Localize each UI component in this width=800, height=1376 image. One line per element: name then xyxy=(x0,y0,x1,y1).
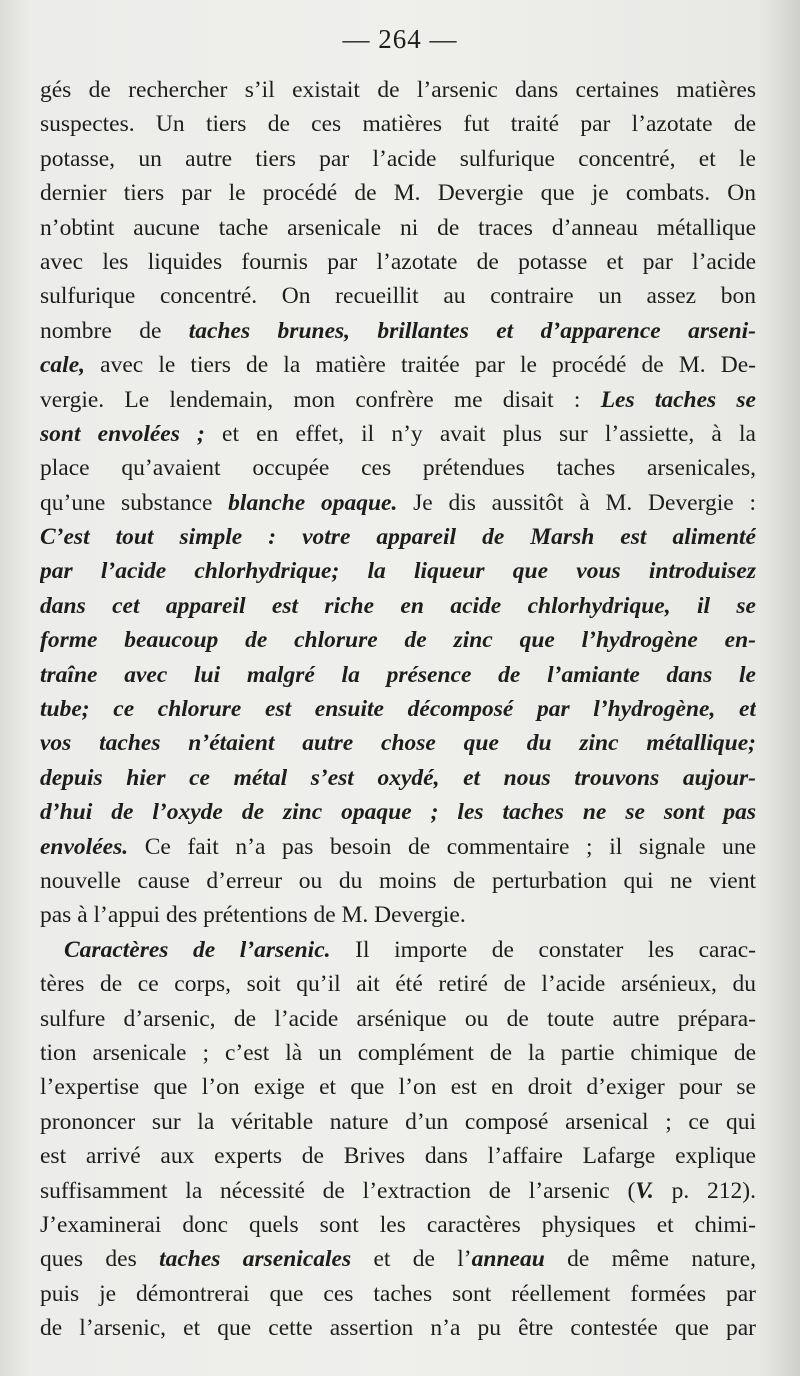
text-span: n’obtint aucune tache arsenicale ni de traces d’anneau métallique xyxy=(40,214,756,241)
italic-text-span: vos taches n’étaient autre chose que du zinc métallique; xyxy=(40,730,756,757)
italic-text-span: depuis hier ce métal s’est oxydé, et nous trouvons aujour- xyxy=(40,764,756,791)
italic-text-span: cale, xyxy=(40,352,86,379)
text-span: suspectes. Un tiers de ces matières fut traité par l’azotate de xyxy=(40,111,756,138)
text-span: et de l’ xyxy=(351,1246,472,1273)
text-line xyxy=(40,623,756,657)
text-span: p. 212). xyxy=(653,1177,756,1204)
text-span: J’examinerai donc quels sont les caractères physiques et chimi- xyxy=(40,1211,756,1238)
text-span: place qu’avaient occupée ces prétendues taches arsenicales, xyxy=(40,455,756,482)
text-span: ques des xyxy=(40,1246,160,1273)
italic-text-span: taches arsenicales xyxy=(159,1246,352,1273)
text-span: qu’une substance xyxy=(40,489,229,516)
text-span: prononcer sur la véritable nature d’un composé arsenical ; ce qui xyxy=(40,1108,756,1135)
text-span: de l’arsenic, et que cette assertion n’a pu être contestée que par xyxy=(40,1315,756,1342)
text-line xyxy=(40,1070,756,1104)
text-line xyxy=(40,211,756,245)
text-span: nombre de xyxy=(40,317,189,344)
text-span: sulfure d’arsenic, de l’acide arsénique ou de toute autre prépara- xyxy=(40,1005,756,1032)
text-span: dernier tiers par le procédé de M. Devergie que je combats. On xyxy=(40,180,756,207)
text-line xyxy=(40,864,756,898)
text-line xyxy=(40,1105,756,1139)
text-span: Je dis aussitôt à M. Devergie : xyxy=(397,489,756,516)
text-line xyxy=(40,658,756,692)
text-line xyxy=(40,1036,756,1070)
text-span: gés de rechercher s’il existait de l’arsenic dans certaines matières xyxy=(40,77,756,103)
text-span: avec le tiers de la matière traitée par le procédé de M. De- xyxy=(85,352,756,379)
italic-text-span: taches brunes, brillantes et d’apparence arseni- xyxy=(188,317,756,344)
text-line xyxy=(40,898,756,932)
italic-text-span: dans cet appareil est riche en acide chlorhydrique, il se xyxy=(40,592,756,619)
italic-text-span: d’hui de l’oxyde de zinc opaque ; les taches ne se sont pas xyxy=(40,799,756,826)
text-line xyxy=(40,520,756,554)
text-span: de même nature, xyxy=(544,1246,756,1273)
text-line xyxy=(40,761,756,795)
text-line xyxy=(40,417,756,451)
text-line xyxy=(40,107,756,141)
text-span: pas à l’appui des prétentions de M. Devergie. xyxy=(40,902,466,929)
text-line xyxy=(40,142,756,176)
italic-text-span: par l’acide chlorhydrique; la liqueur que vous introduisez xyxy=(40,558,756,585)
text-line xyxy=(40,245,756,279)
text-line xyxy=(40,1242,756,1276)
text-line xyxy=(40,830,756,864)
text-line xyxy=(40,1277,756,1311)
text-span: suffisamment la nécessité de l’extraction de l’arsenic ( xyxy=(40,1177,636,1204)
italic-text-span: forme beaucoup de chlorure de zinc que l’hydrogène en- xyxy=(40,627,756,654)
italic-text-span: V. xyxy=(635,1177,654,1204)
text-span: nouvelle cause d’erreur ou du moins de perturbation qui ne vient xyxy=(40,867,756,894)
text-span: puis je démontrerai que ces taches sont réellement formées par xyxy=(40,1280,756,1307)
text-span: avec les liquides fournis par l’azotate de potasse et par l’acide xyxy=(40,248,756,275)
text-line xyxy=(40,967,756,1001)
text-span: tères de ce corps, soit qu’il ait été retiré de l’acide arsénieux, du xyxy=(40,971,756,998)
text-span: Il importe de constater les carac- xyxy=(330,936,756,963)
text-line xyxy=(40,279,756,313)
text-line xyxy=(40,692,756,726)
text-line xyxy=(40,554,756,588)
page-number: — 264 — xyxy=(342,24,458,54)
italic-text-span: anneau xyxy=(471,1246,545,1273)
text-line xyxy=(40,348,756,382)
italic-text-span: tube; ce chlorure est ensuite décomposé par l’hydrogène, et xyxy=(40,696,756,723)
text-line xyxy=(40,1174,756,1208)
text-span: est arrivé aux experts de Brives dans l’affaire Lafarge explique xyxy=(40,1143,756,1170)
text-line xyxy=(40,589,756,623)
text-line xyxy=(40,795,756,829)
text-span: vergie. Le lendemain, mon confrère me disait : xyxy=(40,386,601,413)
text-line xyxy=(40,176,756,210)
text-line xyxy=(40,726,756,760)
text-line xyxy=(40,1311,756,1345)
italic-text-span: traîne avec lui malgré la présence de l’amiante dans le xyxy=(40,661,756,688)
text-line xyxy=(40,314,756,348)
text-line xyxy=(40,486,756,520)
italic-text-span: sont envolées ; xyxy=(40,420,205,447)
text-line xyxy=(40,451,756,485)
text-line xyxy=(40,383,756,417)
italic-text-span: envolées. xyxy=(40,833,129,860)
text-span: l’expertise que l’on exige et que l’on est en droit d’exiger pour se xyxy=(40,1074,756,1101)
text-span: potasse, un autre tiers par l’acide sulfurique concentré, et le xyxy=(40,145,756,172)
text-span: et en effet, il n’y avait plus sur l’assiette, à la xyxy=(204,420,756,447)
text-span: Ce fait n’a pas besoin de commentaire ; il signale une xyxy=(128,833,756,860)
text-line xyxy=(40,73,756,107)
italic-text-span: C’est tout simple : votre appareil de Marsh est alimenté xyxy=(40,524,756,551)
text-line xyxy=(40,933,756,967)
text-line xyxy=(40,1139,756,1173)
text-span: sulfurique concentré. On recueillit au contraire un assez bon xyxy=(40,283,756,310)
italic-text-span: blanche opaque. xyxy=(228,489,398,516)
text-span: tion arsenicale ; c’est là un complément de la partie chimique de xyxy=(40,1039,756,1066)
text-line xyxy=(40,1002,756,1036)
text-line xyxy=(40,1208,756,1242)
italic-text-span: Caractères de l’arsenic. xyxy=(64,936,331,963)
page-body-text xyxy=(40,73,756,1345)
italic-text-span: Les taches se xyxy=(600,386,756,413)
